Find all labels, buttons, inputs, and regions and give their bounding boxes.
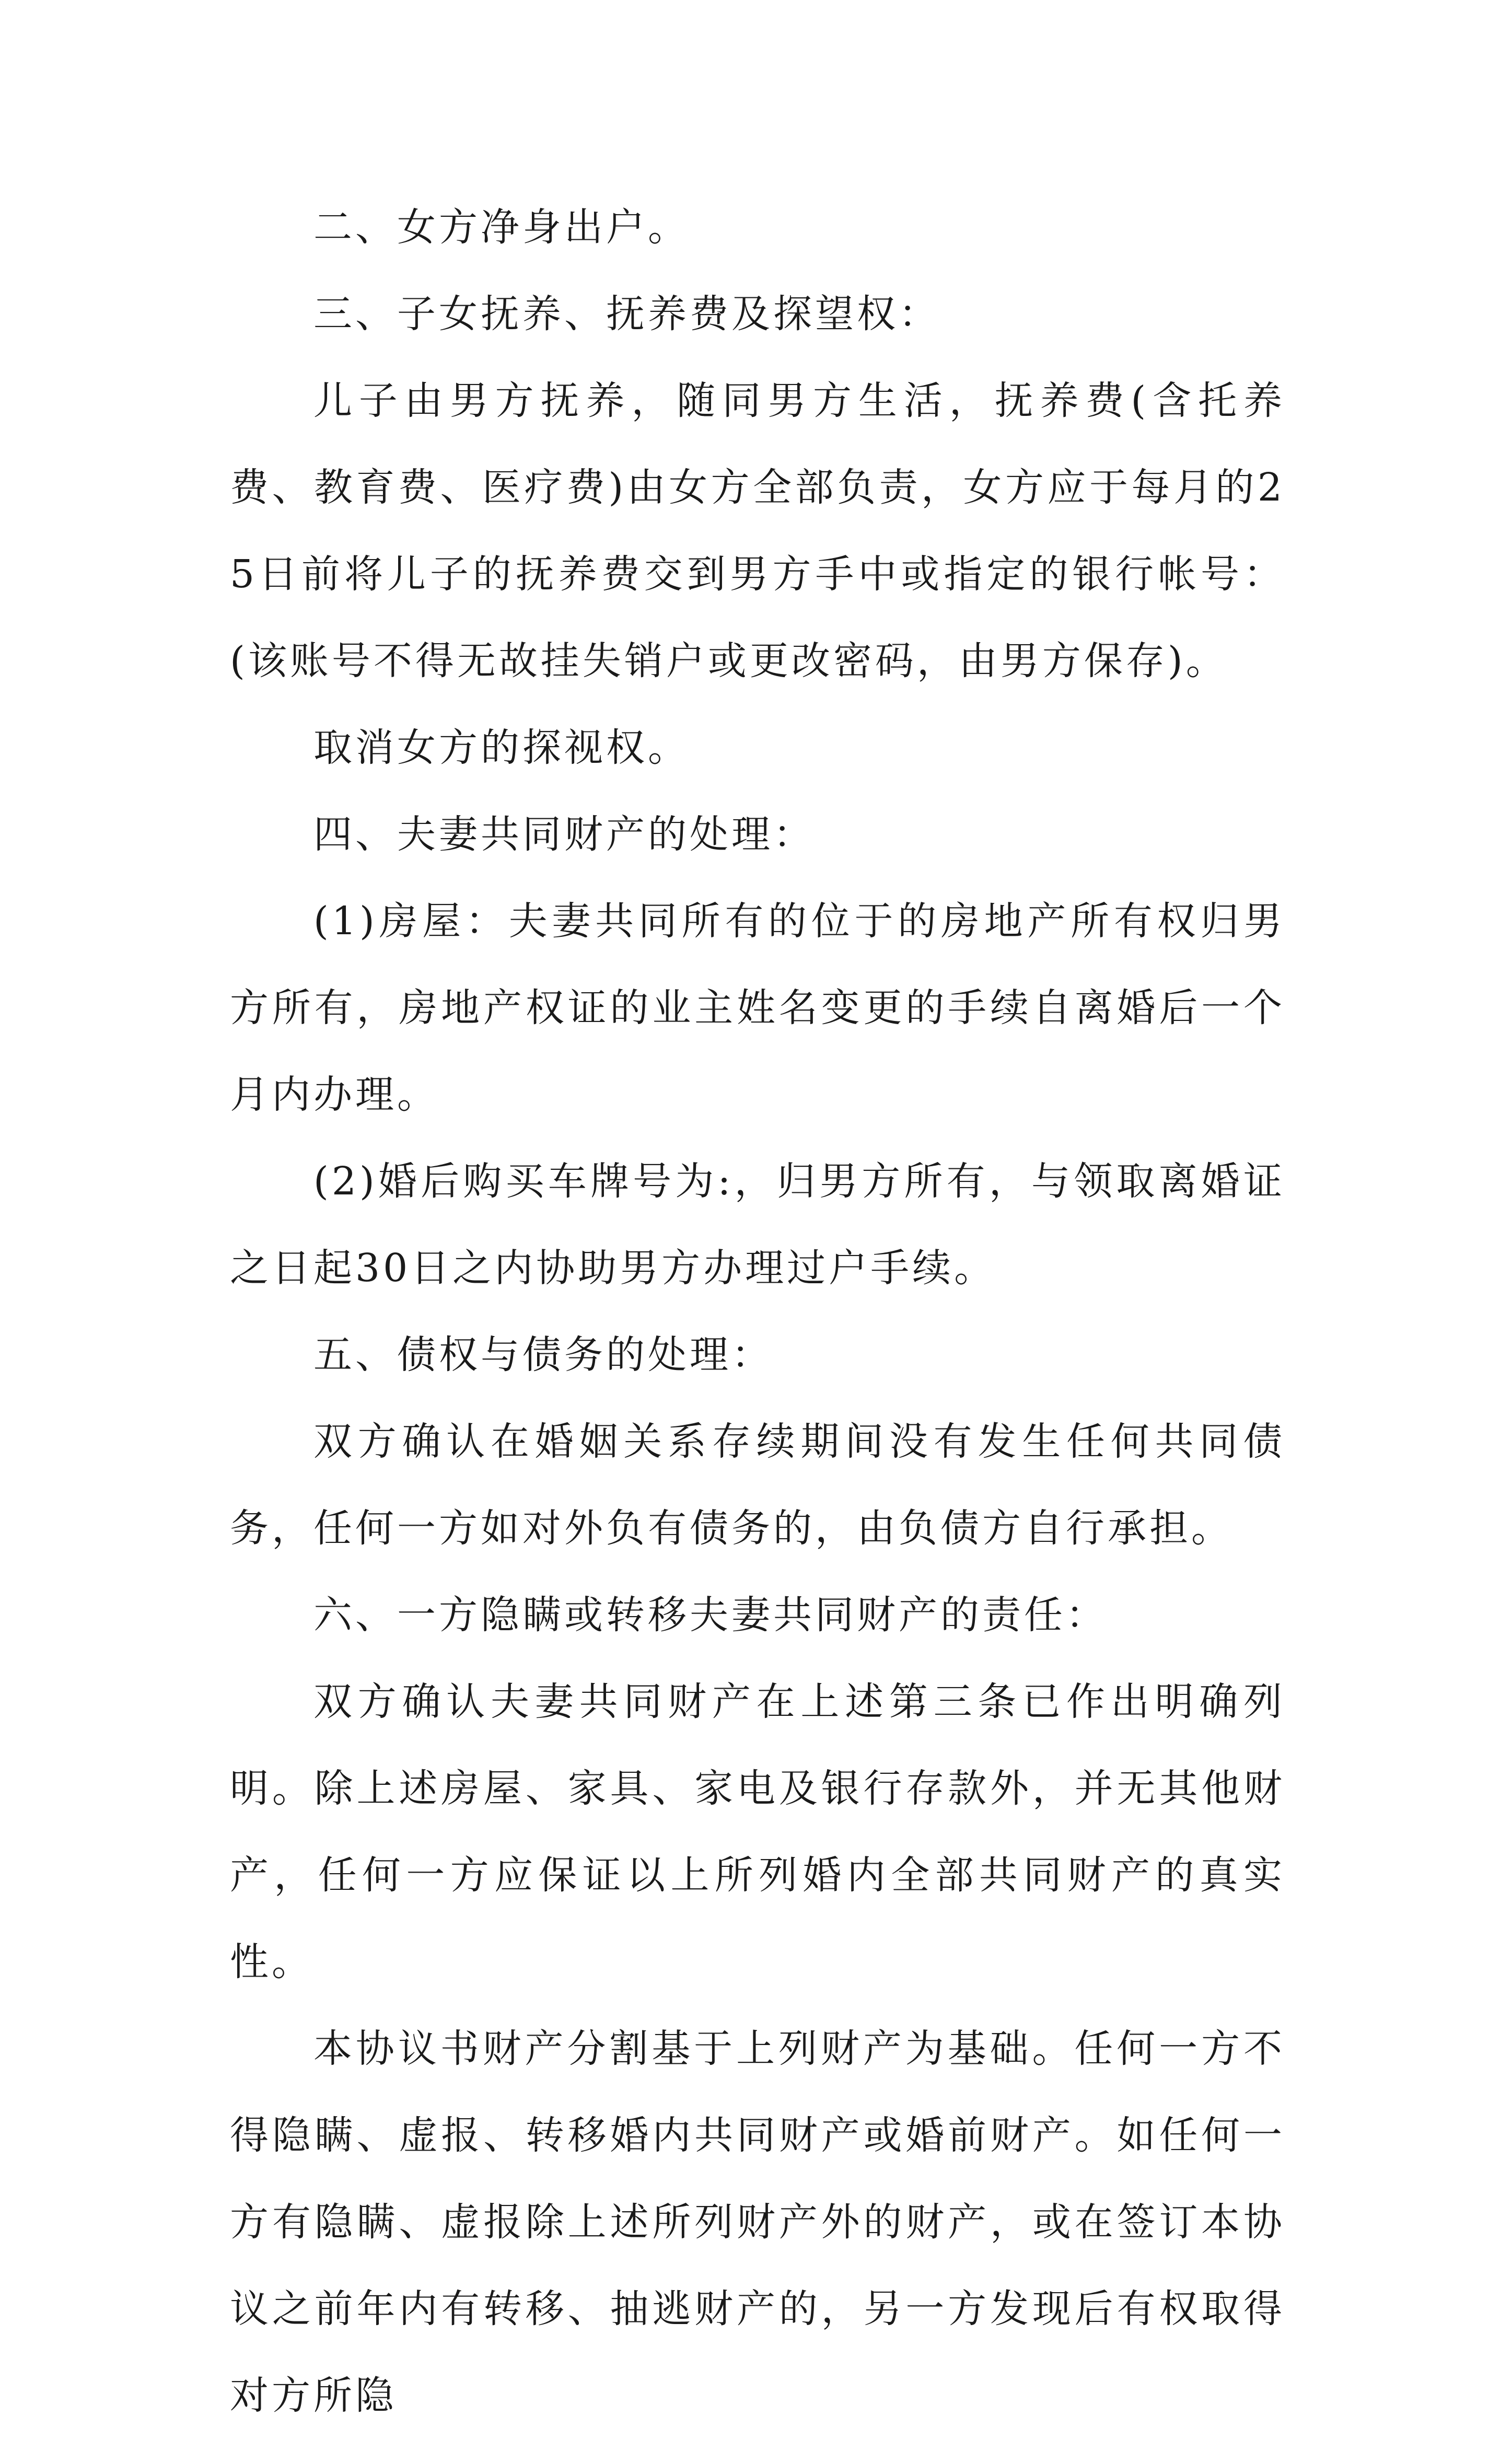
paragraph-property-car: (2)婚后购买车牌号为:，归男方所有，与领取离婚证之日起30日之内协助男方办理过户手续。 [230, 1159, 1285, 1291]
paragraph-clause-5-heading: 五、债权与债务的处理： [313, 1332, 773, 1377]
paragraph-child-support: 儿子由男方抚养，随同男方生活，抚养费(含托养费、教育费、医疗费)由女方全部负责，女方应于每月的25日前将儿子的抚养费交到男方手中或指定的银行帐号：(该账号不得无故挂失销户或更改密码，由男方保存)。 [230, 378, 1285, 683]
paragraph-debts: 双方确认在婚姻关系存续期间没有发生任何共同债务，任何一方如对外负有债务的，由负债方自行承担。 [230, 1419, 1285, 1551]
paragraph-clause-4-heading: 四、夫妻共同财产的处理： [313, 812, 815, 857]
paragraph-clause-3-heading: 三、子女抚养、抚养费及探望权： [313, 292, 940, 336]
paragraph-property-concealment: 本协议书财产分割基于上列财产为基础。任何一方不得隐瞒、虚报、转移婚内共同财产或婚前财产。如任何一方有隐瞒、虚报除上述所列财产外的财产，或在签订本协议之前年内有转移、抽逃财产的，另一方发现后有权取得对方所隐 [230, 2026, 1285, 2418]
paragraph-property-house: (1)房屋：夫妻共同所有的位于的房地产所有权归男方所有，房地产权证的业主姓名变更的手续自离婚后一个月内办理。 [230, 899, 1285, 1117]
paragraph-visitation: 取消女方的探视权。 [313, 725, 690, 770]
paragraph-clause-2: 二、女方净身出户。 [313, 205, 690, 250]
document-body [230, 184, 1285, 2439]
paragraph-clause-6-heading: 六、一方隐瞒或转移夫妻共同财产的责任： [313, 1593, 1108, 1637]
paragraph-property-confirmation: 双方确认夫妻共同财产在上述第三条已作出明确列明。除上述房屋、家具、家电及银行存款外，并无其他财产，任何一方应保证以上所列婚内全部共同财产的真实性。 [230, 1679, 1285, 1984]
